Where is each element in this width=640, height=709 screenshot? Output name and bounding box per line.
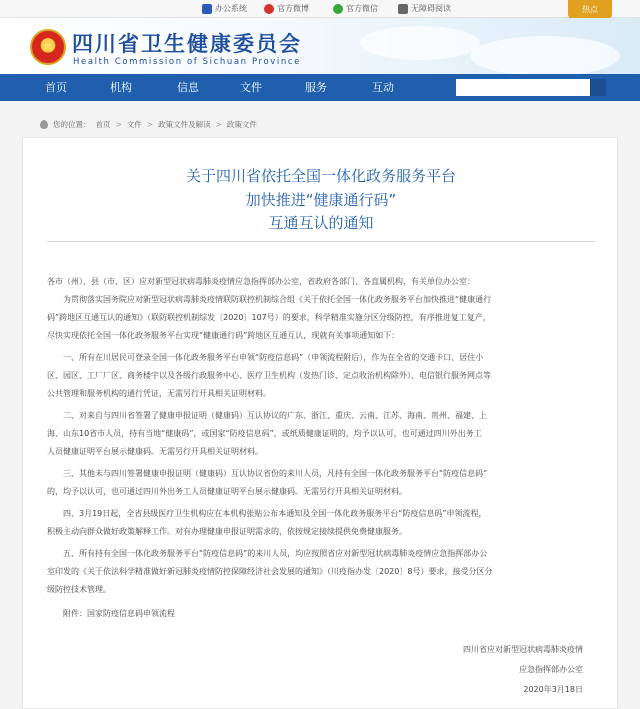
cloud-decoration — [470, 36, 620, 74]
breadcrumb-separator: > — [115, 120, 122, 129]
breadcrumb-prefix: 您的位置： — [53, 120, 91, 129]
breadcrumb-documents[interactable]: 文件 — [126, 120, 142, 129]
title-divider — [47, 241, 595, 242]
hotspot-badge[interactable]: 热点 — [568, 0, 612, 20]
article-title-line: 互通互认的通知 — [268, 214, 374, 232]
paragraph-line: 四、3月19日起，全省县级医疗卫生机构应在本机构张贴公布本通知及全国一体化政务服务平台“防疫信息码”申领流程， — [63, 509, 487, 518]
weibo-icon — [264, 4, 274, 14]
national-emblem-icon[interactable]: ★ — [30, 29, 66, 65]
office-system-link[interactable] — [202, 3, 247, 14]
breadcrumb-separator: > — [215, 120, 222, 129]
paragraph-line: 一、所有在川居民可登录全国一体化政务服务平台申领“防疫信息码”（申领流程附后），作为在全省的交通卡口、居住小 — [63, 353, 484, 362]
accessible-reading-link[interactable] — [398, 3, 451, 14]
paragraph-line: 海、山东10省市人员，持有当地“健康码”，或国家“防疫信息码”，或纸质健康证明的，均予以认可，也可通过四川外出务工 — [47, 429, 482, 438]
attachment-link[interactable]: 附件：国家防疫信息码申领流程 — [63, 609, 175, 618]
paragraph-line: 二、对来自与四川省签署了健康申报证明（健康码）互认协议的广东、浙江、重庆、云南、江苏、海南、贵州、福建、上 — [63, 411, 487, 420]
nav-services[interactable]: 服务 — [305, 81, 327, 94]
office-system-label: 办公系统 — [215, 4, 247, 13]
breadcrumb-separator: > — [146, 120, 154, 129]
breadcrumb-home[interactable]: 首页 — [95, 120, 111, 129]
signature-line: 应急指挥部办公室 — [519, 665, 583, 674]
nav-interaction[interactable]: 互动 — [372, 81, 394, 94]
accessible-reading-label: 无障碍阅读 — [411, 4, 451, 13]
official-weibo-link[interactable] — [264, 3, 309, 14]
main-nav — [0, 74, 640, 101]
top-utility-bar — [0, 0, 640, 18]
article-panel — [22, 137, 618, 709]
paragraph-line: 区、园区、工厂厂区、商务楼宇以及各级行政服务中心、医疗卫生机构（发热门诊、定点收治机构除外）、电信银行服务网点等 — [47, 371, 491, 380]
search-button[interactable] — [590, 79, 606, 96]
signature-date: 2020年3月18日 — [523, 685, 583, 694]
cloud-decoration — [360, 26, 480, 60]
breadcrumb — [40, 119, 257, 130]
paragraph-line: 级防控技术管理。 — [47, 585, 111, 594]
official-weibo-label: 官方微博 — [277, 4, 309, 13]
article-title-line: 加快推进“健康通行码” — [245, 191, 397, 209]
paragraph-line: 公共管理和服务机构的通行凭证，无需另行开具相关证明材料。 — [47, 389, 271, 398]
official-wechat-link[interactable] — [333, 3, 378, 14]
paragraph-line: 室印发的《关于依法科学精准做好新冠肺炎疫情防控保障经济社会发展的通知》（川疫指办发〔2020〕8号）要求，接受分区分 — [47, 567, 493, 576]
nav-information[interactable]: 信息 — [177, 81, 199, 94]
paragraph-line: 码”跨地区互通互认的通知》（联防联控机制综发〔2020〕107号）的要求，科学精准实施分区分级防控，有序推进复工复产， — [47, 313, 491, 322]
site-header — [0, 18, 640, 74]
nav-documents[interactable]: 文件 — [240, 81, 262, 94]
paragraph-line: 为贯彻落实国务院应对新型冠状病毒肺炎疫情联防联控机制综合组《关于依托全国一体化政务服务平台加快推进“健康通行 — [63, 295, 492, 304]
paragraph-line: 三、其他未与四川签署健康申报证明（健康码）互认协议省份的来川人员，凡持有全国一体化政务服务平台“防疫信息码” — [63, 469, 488, 478]
wechat-icon — [333, 4, 343, 14]
article-title-line: 关于四川省依托全国一体化政务服务平台 — [185, 167, 456, 185]
breadcrumb-policy-interpretation[interactable]: 政策文件及解读 — [158, 120, 211, 129]
paragraph-line: 尽快实现依托全国一体化政务服务平台实现“健康通行码”跨地区互通互认，现就有关事项通知如下： — [47, 331, 400, 340]
paragraph-line: 人员健康证明平台展示健康码。无需另行开具相关证明材料。 — [47, 447, 263, 456]
site-subtitle: Health Commission of Sichuan Province — [73, 57, 301, 67]
office-icon — [202, 4, 212, 14]
paragraph-line: 五、所有持有全国一体化政务服务平台“防疫信息码”的来川人员，均应按照省应对新型冠状病毒肺炎疫情应急指挥部办公 — [63, 549, 488, 558]
nav-home[interactable]: 首页 — [45, 81, 67, 94]
location-pin-icon — [40, 120, 48, 129]
search-input[interactable] — [456, 79, 590, 96]
official-wechat-label: 官方微信 — [346, 4, 378, 13]
accessibility-icon — [398, 4, 408, 14]
site-title[interactable]: 四川省卫生健康委员会 — [72, 32, 302, 56]
nav-organizations[interactable]: 机构 — [110, 81, 132, 94]
salutation: 各市（州）、县（市、区）应对新型冠状病毒肺炎疫情应急指挥部办公室，省政府各部门、各直属机构，有关单位办公室： — [47, 277, 475, 286]
paragraph-line: 的，均予以认可，也可通过四川外出务工人员健康证明平台展示健康码。无需另行开具相关证明材料。 — [47, 487, 407, 496]
signature-line: 四川省应对新型冠状病毒肺炎疫情 — [463, 645, 583, 654]
paragraph-line: 积极主动向群众做好政策解释工作。对有办理健康申报证明需求的，依按规定接续提供免费健康服务。 — [47, 527, 407, 536]
breadcrumb-policy-documents[interactable]: 政策文件 — [226, 120, 257, 129]
